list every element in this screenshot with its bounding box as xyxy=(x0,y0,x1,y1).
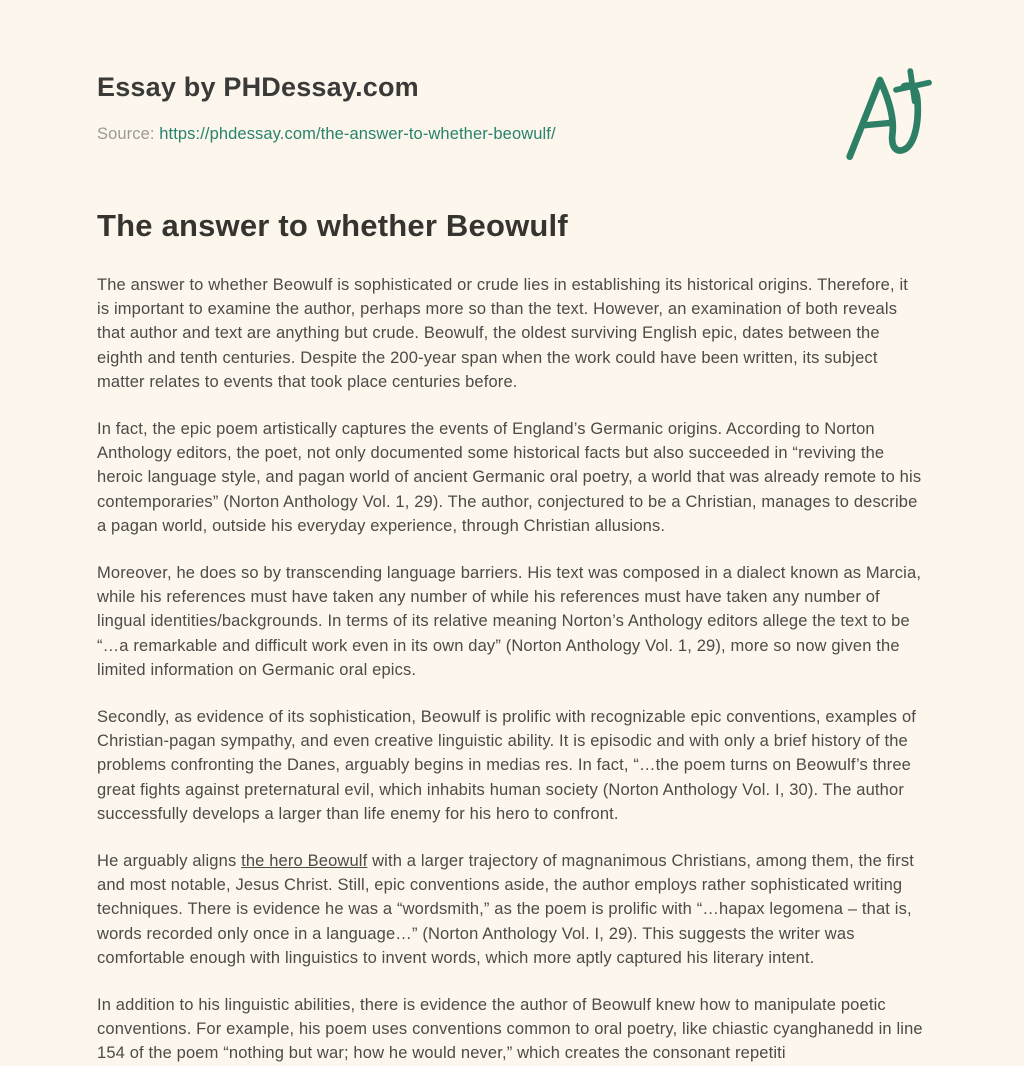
essay-paragraph-6: In addition to his linguistic abilities, there is evidence the author of Beowulf knew how to manipulate poetic conventions. For example, his poem uses conventions common to oral poetry, like chiastic cyanghanedd in line 154 of the poem “nothing but war; how he would never,” which creates the consonant repetiti xyxy=(97,996,923,1063)
source-label: Source: xyxy=(97,125,155,143)
essay-paragraph-5 xyxy=(97,849,924,970)
site-title: Essay by PHDessay.com xyxy=(97,72,419,102)
essay-paragraph-3: Moreover, he does so by transcending language barriers. His text was composed in a dialect known as Marcia, while his references must have taken any number of while his references must have taken any number of lingual identities/backgrounds. In terms of its relative meaning Norton’s Anthology editors allege the text to be “…a remarkable and difficult work even in its own day” (Norton Anthology Vol. 1, 29), more so now given the limited information on Germanic oral epics. xyxy=(97,564,922,679)
essay-paragraph-2: In fact, the epic poem artistically captures the events of England’s Germanic origins. According to Norton Anthology editors, the poet, not only documented some historical facts but also succeeded in “reviving the heroic language style, and pagan world of ancient Germanic oral poetry, a world that was already remote to his contemporaries” (Norton Anthology Vol. 1, 29). The author, conjectured to be a Christian, manages to describe a pagan world, outside his everyday experience, through Christian allusions. xyxy=(97,420,922,535)
paragraph-text-pre: He arguably aligns xyxy=(97,852,242,871)
essay-content xyxy=(97,208,924,1066)
source-url-link[interactable]: https://phdessay.com/the-answer-to-whether-beowulf/ xyxy=(159,125,556,143)
essay-title: The answer to whether Beowulf xyxy=(97,208,568,243)
source-line xyxy=(97,125,924,144)
aplus-logo-icon xyxy=(842,64,934,162)
hero-beowulf-link[interactable]: the hero Beowulf xyxy=(241,852,368,871)
page-header xyxy=(97,72,924,144)
paragraph-text-post: with a larger trajectory of magnanimous Christians, among them, the first and most notable, Jesus Christ. Still, epic conventions aside, the author employs rather sophisticated writing techniques. There is evidence he was a “wordsmith,” as the poem is prolific with “…hapax legomena – that is, words recorded only once in a language…” (Norton Anthology Vol. I, 29). This suggests the writer was comfortable enough with linguistics to invent words, which more aptly captured his literary intent. xyxy=(97,852,915,967)
essay-paragraph-1: The answer to whether Beowulf is sophisticated or crude lies in establishing its historical origins. Therefore, it is important to examine the author, perhaps more so than the text. However, an examination of both reveals that author and text are anything but crude. Beowulf, the oldest surviving English epic, dates between the eighth and tenth centuries. Despite the 200-year span when the work could have been written, its subject matter relates to events that took place centuries before. xyxy=(97,276,909,391)
essay-paragraph-4: Secondly, as evidence of its sophistication, Beowulf is prolific with recognizable epic conventions, examples of Christian-pagan sympathy, and even creative linguistic ability. It is episodic and with only a brief history of the problems confronting the Danes, arguably begins in medias res. In fact, “…the poem turns on Beowulf’s three great fights against preternatural evil, which inhabits human society (Norton Anthology Vol. I, 30). The author successfully develops a larger than life enemy for his hero to confront. xyxy=(97,708,916,823)
